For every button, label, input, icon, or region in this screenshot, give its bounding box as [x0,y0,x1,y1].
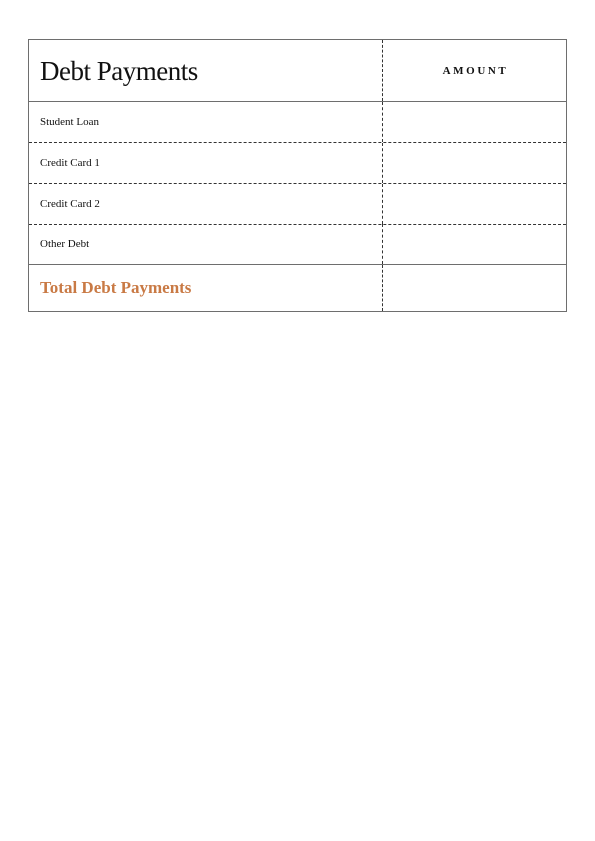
table-total-row [29,265,566,311]
amount-column-header: AMOUNT [442,64,509,77]
amount-cell [382,224,566,264]
amount-header-cell [382,40,566,101]
row-label-cell [29,184,382,224]
other-debt-amount-input[interactable] [383,224,566,264]
total-label-cell [29,265,382,311]
row-label: Credit Card 1 [40,157,100,169]
credit-card-2-amount-input[interactable] [383,184,566,224]
total-label: Total Debt Payments [40,278,192,297]
student-loan-amount-input[interactable] [383,102,566,142]
amount-cell [382,143,566,183]
row-label: Other Debt [40,238,90,250]
total-amount-input[interactable] [383,265,566,311]
table-row-credit-card-2 [29,184,566,225]
amount-cell [382,102,566,142]
title-cell [29,40,382,101]
table-row-credit-card-1 [29,143,566,184]
amount-cell [382,184,566,224]
table-row-other-debt [29,224,566,265]
row-label: Student Loan [40,116,99,128]
row-label-cell [29,143,382,183]
row-label: Credit Card 2 [40,198,100,210]
debt-payments-table [28,39,567,312]
table-header-row [29,40,566,102]
table-row-student-loan [29,102,566,143]
total-amount-cell [382,265,566,311]
page-title: Debt Payments [40,56,198,86]
row-label-cell [29,102,382,142]
credit-card-1-amount-input[interactable] [383,143,566,183]
row-label-cell [29,224,382,264]
